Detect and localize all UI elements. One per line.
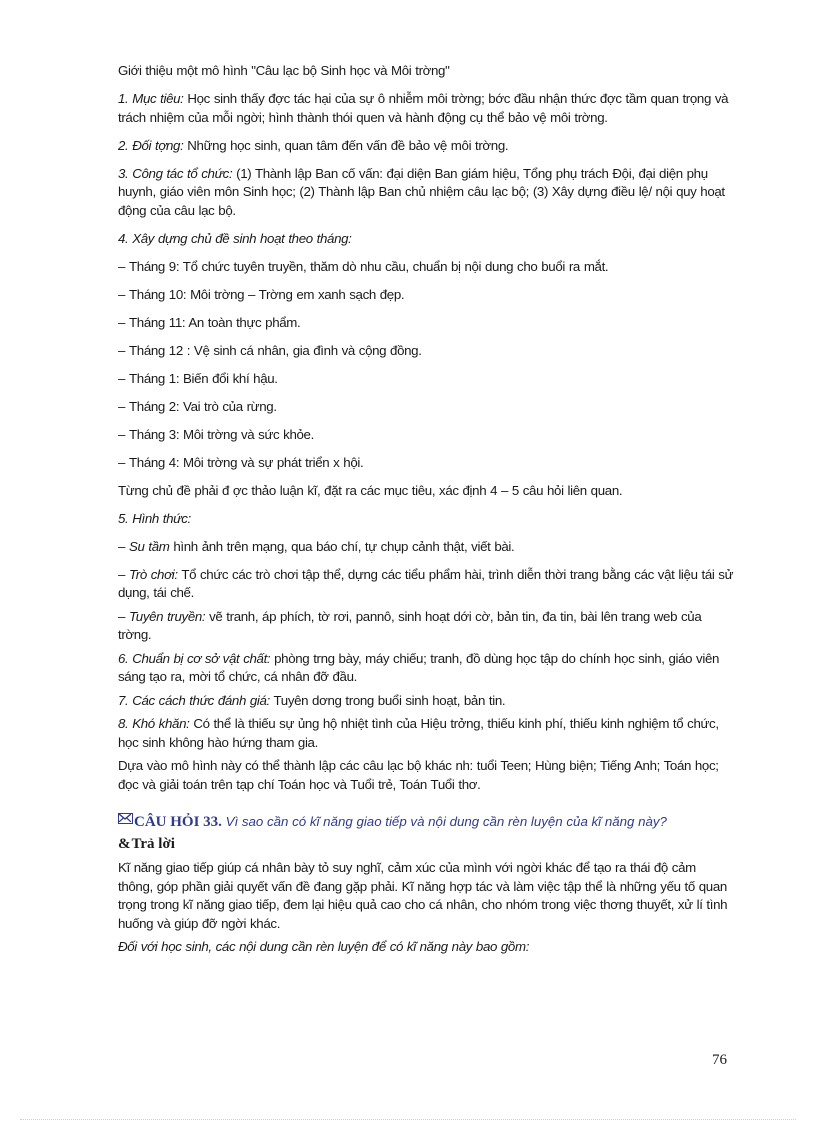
topic-text: Tháng 10: Môi trờng – Trờng em xanh sạch đẹp. [129,286,405,302]
topics-note: Từng chủ đề phải đ ợc thảo luận kĩ, đặt ra các mục tiêu, xác định 4 – 5 câu hỏi liên quan. [118,482,623,498]
dash-bullet: – [118,370,126,386]
target-text: Những học sinh, quan tâm đến vấn đề bảo vệ môi trờng. [183,137,509,153]
question-label: CÂU HỎI 33. [134,814,222,830]
closing-paragraph: Dựa vào mô hình này có thể thành lập các câu lạc bộ khác nh: tuổi Teen; Hùng biện; Tiếng Anh; Toán học; đọc và giải toán trên tạp chí Toán học và Tuổi trẻ, Toán Tuổi thơ. [118,758,719,792]
envelope-icon [118,813,133,824]
form-text: Tổ chức các trò chơi tập thể, dựng các tiểu phẩm hài, trình diễn thời trang bằng các vật liệu tái sử dụng, tái chế. [118,566,734,600]
answer-paragraph: Kĩ năng giao tiếp giúp cá nhân bày tỏ suy nghĩ, cảm xúc của mình với ngời khác để tạo ra thái độ cảm thông, góp phần giải quyết vấn đề đang gặp phải. Kĩ năng hợp tác và làm việc tập thể là những yếu tố quan trọng trong kĩ năng giao tiếp, đem lại hiệu quả cao cho cá nhân, cho nhóm trong việc thơng thuyết, xử lí tình huống và giúp đỡ ngời khác. [118,860,728,931]
goal-text: Học sinh thấy đợc tác hại của sự ô nhiễm môi trờng; bớc đầu nhận thức đợc tầm quan trọng và trách nhiệm của mỗi ngời; hình thành thói quen và hành động cụ thể bảo vệ môi trờng. [118,91,729,125]
dash-bullet: – [118,286,126,302]
dash-bullet: – [118,608,126,624]
form-text: hình ảnh trên mạng, qua báo chí, tự chụp cảnh thật, viết bài. [169,538,515,554]
reward-text: Tuyên dơng trong buổi sinh hoạt, bản tin. [269,692,506,708]
target-label: 2. Đối tợng: [118,137,184,153]
goal-label: 1. Mục tiêu: [118,91,184,106]
topic-item [118,370,734,389]
page-number: 76 [712,1052,727,1068]
difficulty-paragraph [118,715,734,752]
pointing-hand-icon: & [118,836,131,852]
topic-text: Tháng 1: Biến đổi khí hậu. [129,370,278,386]
topic-text: Tháng 12 : Vệ sinh cá nhân, gia đình và cộng đồng. [129,342,422,358]
dash-bullet: – [118,314,126,330]
topic-item [118,286,734,305]
dash-bullet: – [118,342,126,358]
dash-bullet: – [118,258,126,274]
form-label: Su tầm [129,538,170,554]
topic-item [118,426,734,445]
topic-item [118,342,734,361]
topic-item [118,454,734,473]
question-text: Vì sao cần có kĩ năng giao tiếp và nội dung cần rèn luyện của kĩ năng này? [221,814,667,829]
topic-text: Tháng 4: Môi trờng và sự phát triển x hội. [129,454,364,470]
difficulty-label: 8. Khó khăn: [118,716,190,731]
document-page [118,62,734,966]
answer-heading [118,836,734,853]
topic-item [118,314,734,333]
dash-bullet: – [118,398,126,414]
form-text: vẽ tranh, áp phích, tờ rơi, pannô, sinh hoạt dới cờ, bản tin, đa tin, bài lên trang web của trờng. [118,608,702,642]
dash-bullet: – [118,426,126,442]
topic-text: Tháng 3: Môi trờng và sức khỏe. [129,426,314,442]
dash-bullet: – [118,538,126,554]
answer-note: Đối với học sinh, các nội dung cần rèn luyện để có kĩ năng này bao gồm: [118,939,530,954]
forms-heading: 5. Hình thức: [118,510,191,526]
facility-text: phòng trng bày, máy chiếu; tranh, đồ dùng học tập do chính học sinh, giáo viên sáng tạo ra, mời tổ chức, cá nhân đỡ đầu. [118,650,720,684]
reward-paragraph [118,692,734,711]
topic-text: Tháng 11: An toàn thực phẩm. [129,314,301,330]
reward-label: 7. Các cách thức đánh giá: [118,692,270,708]
form-label: Trò chơi: [129,566,178,582]
form-item [118,608,734,645]
dash-bullet: – [118,454,126,470]
organize-label: 3. Công tác tổ chức: [118,165,233,181]
target-paragraph [118,137,734,156]
difficulty-text: Có thể là thiếu sự ủng hộ nhiệt tình của Hiệu trởng, thiếu kinh phí, thiếu kinh nghiệm tổ chức, học sinh không hào hứng tham gia. [118,716,719,750]
topics-heading: 4. Xây dựng chủ đề sinh hoạt theo tháng: [118,230,352,246]
form-item [118,566,734,603]
organize-paragraph [118,165,734,221]
intro-line: Giới thiệu một mô hình "Câu lạc bộ Sinh học và Môi trờng" [118,63,450,78]
topic-text: Tháng 2: Vai trò của rừng. [129,398,277,414]
page-bottom-border [20,1119,796,1120]
goal-paragraph [118,90,734,127]
facility-paragraph [118,650,734,687]
question-heading [118,812,734,832]
topic-item [118,398,734,417]
answer-label: Trả lời [131,836,175,852]
topic-item [118,258,734,277]
form-label: Tuyên truyền: [129,608,206,624]
form-item [118,538,734,557]
topic-text: Tháng 9: Tổ chức tuyên truyền, thăm dò nhu cầu, chuẩn bị nội dung cho buổi ra mắt. [129,258,609,274]
facility-label: 6. Chuẩn bị cơ sở vật chất: [118,650,271,666]
dash-bullet: – [118,566,126,582]
organize-text: (1) Thành lập Ban cố vấn: đại diện Ban giám hiệu, Tổng phụ trách Đội, đại diện phụ huynh, giáo viên môn Sinh học; (2) Thành lập Ban chủ nhiệm câu lạc bộ; (3) Xây dựng điều lệ/ nội quy hoạt động của câu lạc bộ. [118,165,725,218]
